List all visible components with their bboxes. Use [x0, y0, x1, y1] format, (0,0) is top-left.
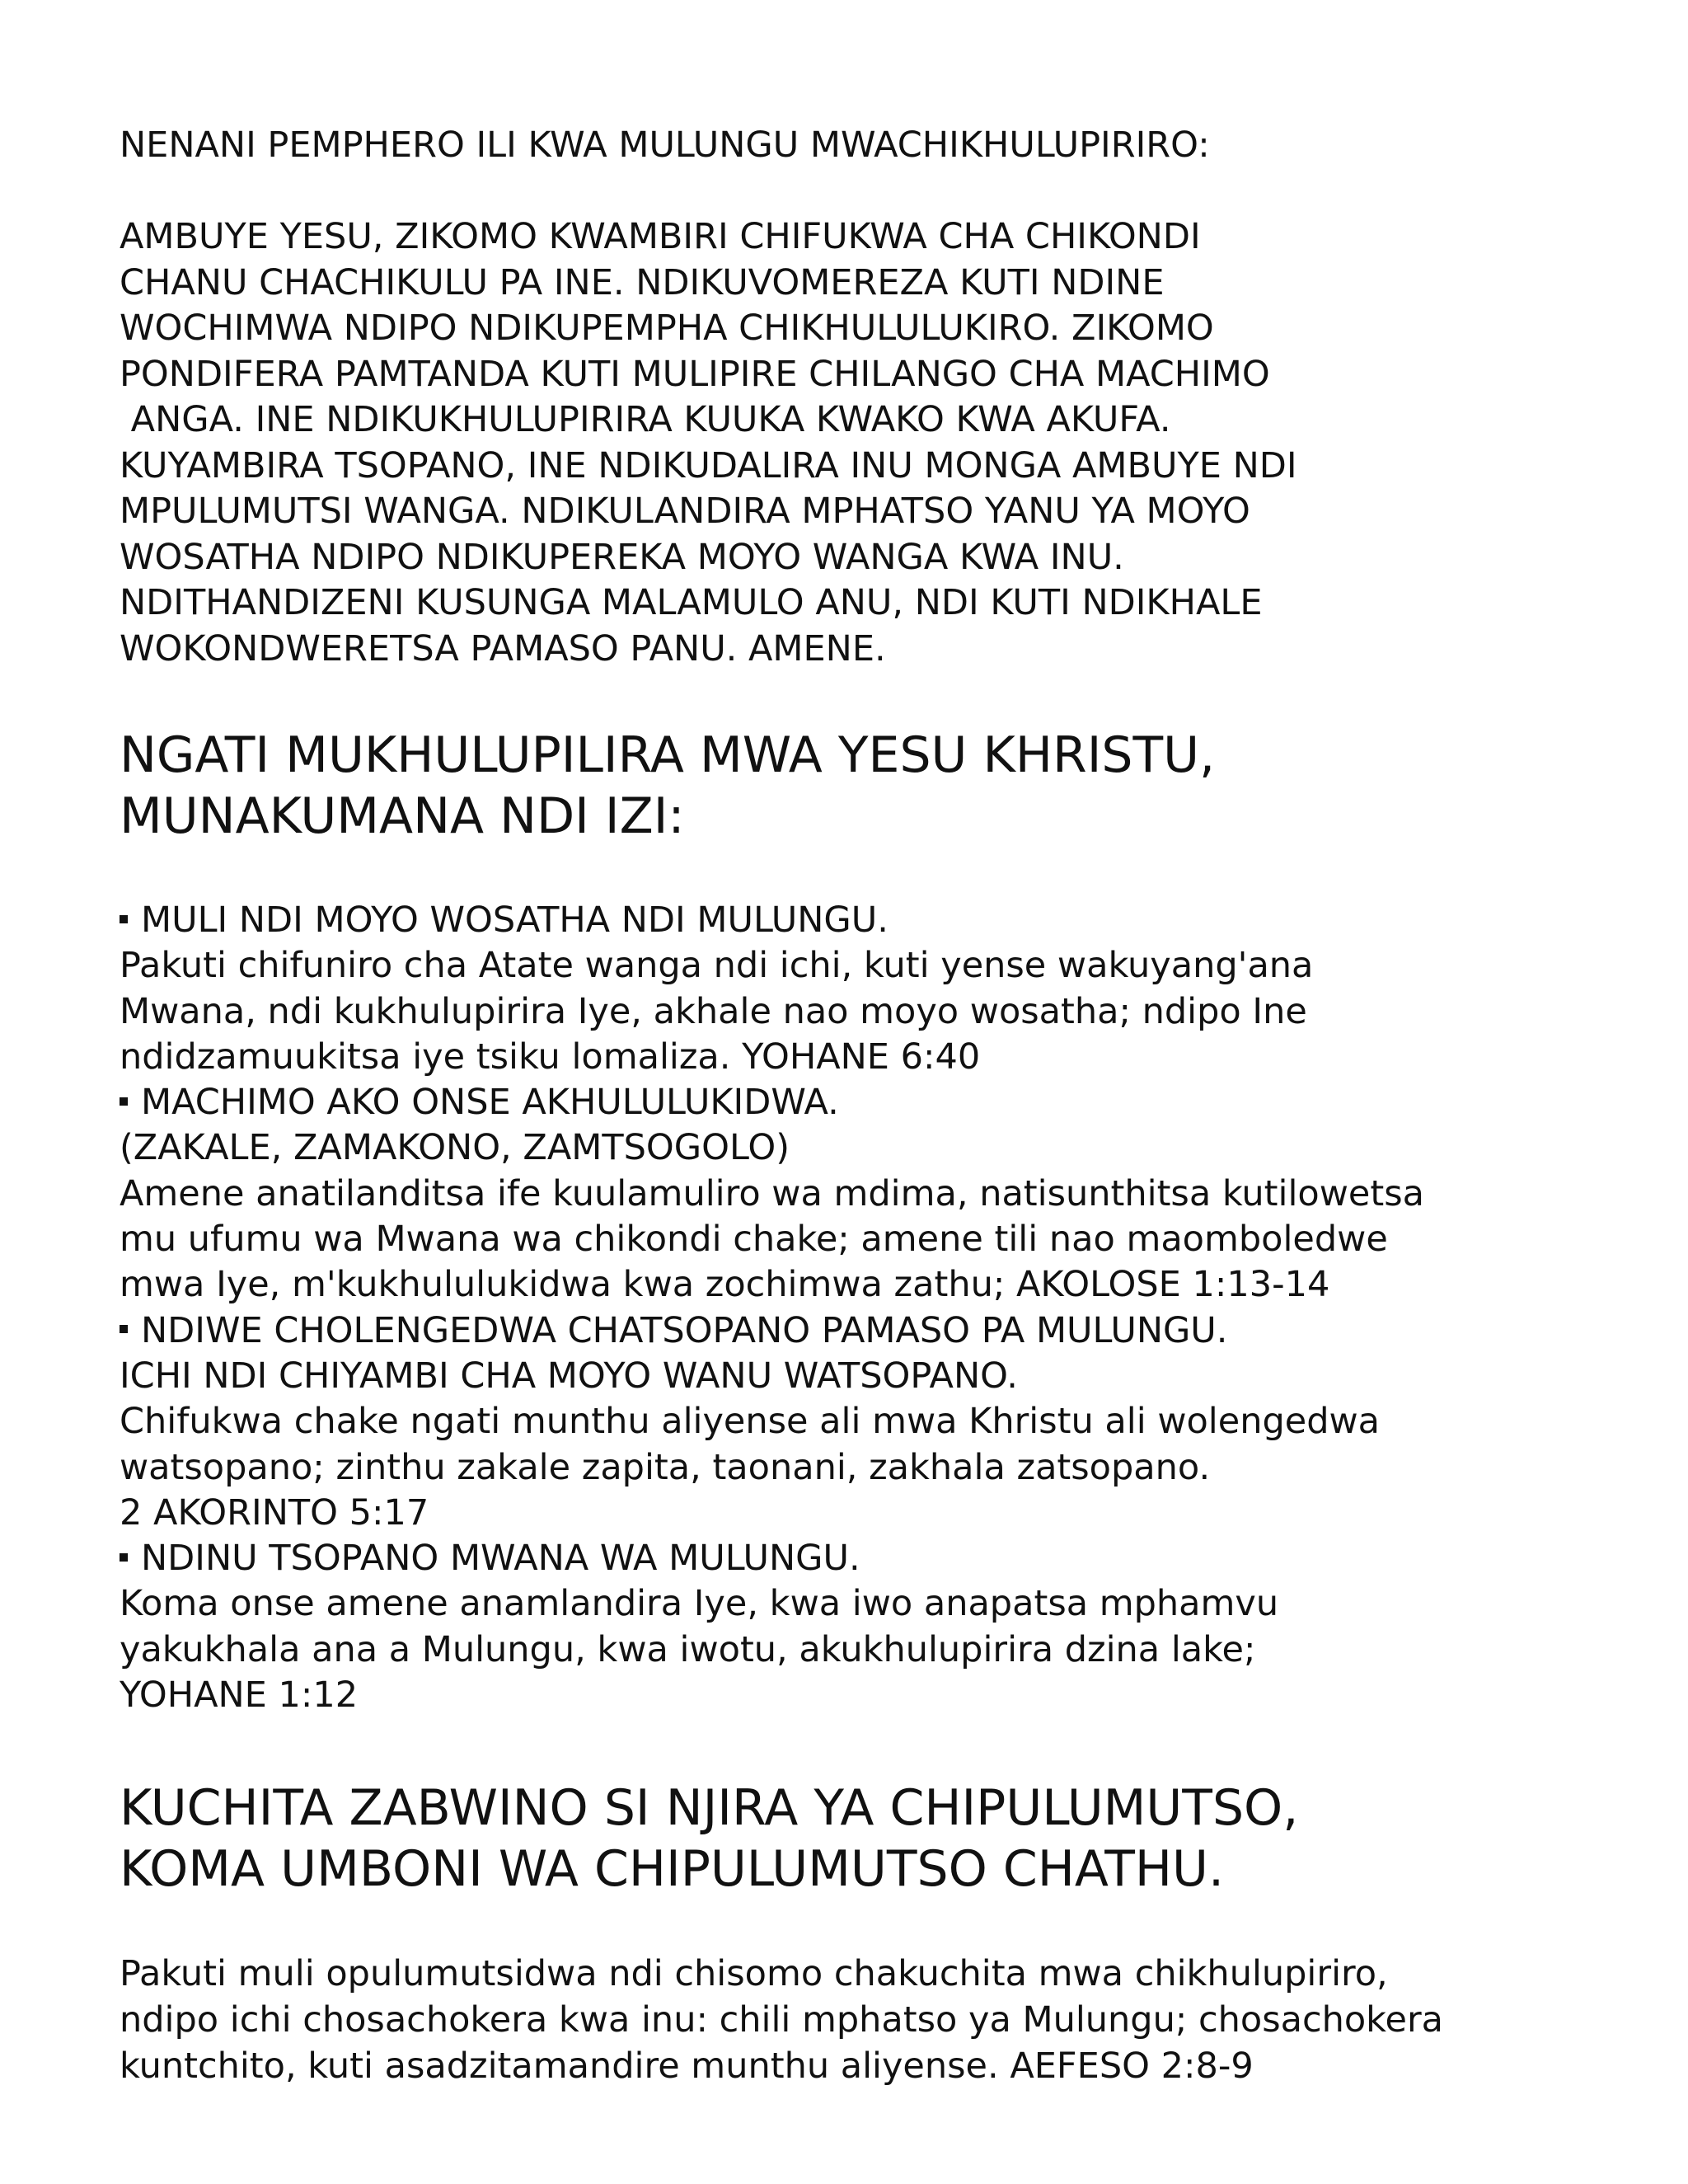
prayer-paragraph [120, 214, 1595, 672]
square-bullet-icon [120, 1553, 128, 1562]
truth-heading [120, 1536, 1595, 1581]
closing-line: ndipo ichi chosachokera kwa inu: chili mphatso ya Mulungu; chosachokera [120, 1999, 1444, 2041]
truth-heading [120, 1080, 1595, 1125]
truth-body-line: yakukhala ana a Mulungu, kwa iwotu, akukhulupirira dzina lake; [120, 1628, 1256, 1670]
prayer-line: WOKONDWERETSA PAMASO PANU. AMENE. [120, 627, 886, 669]
prayer-line: ANGA. INE NDIKUKHULUPIRIRA KUUKA KWAKO KWA AKUFA. [120, 399, 1171, 440]
prayer-line: MPULUMUTSI WANGA. NDIKULANDIRA MPHATSO YANU YA MOYO [120, 491, 1250, 532]
prayer-line: PONDIFERA PAMTANDA KUTI MULIPIRE CHILANGO CHA MACHIMO [120, 353, 1270, 395]
heading-line: MUNAKUMANA NDI IZI: [120, 787, 685, 845]
prayer-line: WOSATHA NDIPO NDIKUPEREKA MOYO WANGA KWA INU. [120, 536, 1124, 578]
prayer-line: CHANU CHACHIKULU PA INE. NDIKUVOMEREZA KUTI NDINE [120, 261, 1165, 303]
prayer-line: KUYAMBIRA TSOPANO, INE NDIKUDALIRA INU MONGA AMBUYE NDI [120, 444, 1297, 486]
truth-body-line: Koma onse amene anamlandira Iye, kwa iwo anapatsa mphamvu [120, 1583, 1279, 1625]
truth-body-line: YOHANE 1:12 [120, 1674, 359, 1717]
truth-body-line: mu ufumu wa Mwana wa chikondi chake; amene tili nao maomboledwe [120, 1219, 1388, 1261]
square-bullet-icon [120, 1325, 128, 1333]
prayer-line: WOCHIMWA NDIPO NDIKUPEMPHA CHIKHULULUKIRO. ZIKOMO [120, 308, 1214, 349]
square-bullet-icon [120, 915, 128, 923]
truth-heading-text: NDIWE CHOLENGEDWA CHATSOPANO PAMASO PA MULUNGU. [141, 1309, 1228, 1351]
truth-heading-line: ICHI NDI CHIYAMBI CHA MOYO WANU WATSOPANO. [120, 1355, 1018, 1397]
heading-line: KOMA UMBONI WA CHIPULUMUTSO CHATHU. [120, 1840, 1225, 1899]
square-bullet-icon [120, 1097, 128, 1106]
document-page [120, 122, 1595, 2089]
truths-list [120, 898, 1595, 1718]
section-heading-good-works [120, 1778, 1595, 1900]
closing-line: Pakuti muli opulumutsidwa ndi chisomo chakuchita mwa chikhulupiriro, [120, 1953, 1388, 1995]
truth-body-line: watsopano; zinthu zakale zapita, taonani, zakhala zatsopano. [120, 1446, 1211, 1488]
closing-paragraph [120, 1951, 1595, 2089]
truth-heading-text: NDINU TSOPANO MWANA WA MULUNGU. [141, 1538, 860, 1580]
prayer-line: NDITHANDIZENI KUSUNGA MALAMULO ANU, NDI KUTI NDIKHALE [120, 582, 1263, 623]
truth-body-line: Pakuti chifuniro cha Atate wanga ndi ichi, kuti yense wakuyang'ana [120, 945, 1314, 987]
truth-heading [120, 1308, 1595, 1354]
truth-body-line: Chifukwa chake ngati munthu aliyense ali mwa Khristu ali wolengedwa [120, 1401, 1381, 1443]
prayer-line: AMBUYE YESU, ZIKOMO KWAMBIRI CHIFUKWA CHA CHIKONDI [120, 216, 1201, 257]
truth-body-line: ndidzamuukitsa iye tsiku lomaliza. YOHANE 6:40 [120, 1036, 981, 1078]
closing-line: kuntchito, kuti asadzitamandire munthu aliyense. AEFESO 2:8-9 [120, 2045, 1254, 2088]
truth-heading-text: MACHIMO AKO ONSE AKHULULUKIDWA. [141, 1082, 839, 1124]
intro-title: NENANI PEMPHERO ILI KWA MULUNGU MWACHIKHULUPIRIRO: [120, 124, 1210, 166]
truth-body-line: Amene anatilanditsa ife kuulamuliro wa mdima, natisunthitsa kutilowetsa [120, 1172, 1424, 1214]
truth-body-line: Mwana, ndi kukhulupirira Iye, akhale nao moyo wosatha; ndipo Ine [120, 990, 1307, 1032]
truth-body-line: 2 AKORINTO 5:17 [120, 1491, 429, 1533]
truth-heading-text: MULI NDI MOYO WOSATHA NDI MULUNGU. [141, 899, 889, 941]
section-heading-believe [120, 725, 1595, 847]
truth-heading-line: (ZAKALE, ZAMAKONO, ZAMTSOGOLO) [120, 1127, 790, 1169]
heading-line: KUCHITA ZABWINO SI NJIRA YA CHIPULUMUTSO, [120, 1779, 1299, 1838]
truth-heading [120, 898, 1595, 943]
heading-line: NGATI MUKHULUPILIRA MWA YESU KHRISTU, [120, 726, 1216, 784]
truth-body-line: mwa Iye, m'kukhululukidwa kwa zochimwa zathu; AKOLOSE 1:13-14 [120, 1264, 1330, 1306]
